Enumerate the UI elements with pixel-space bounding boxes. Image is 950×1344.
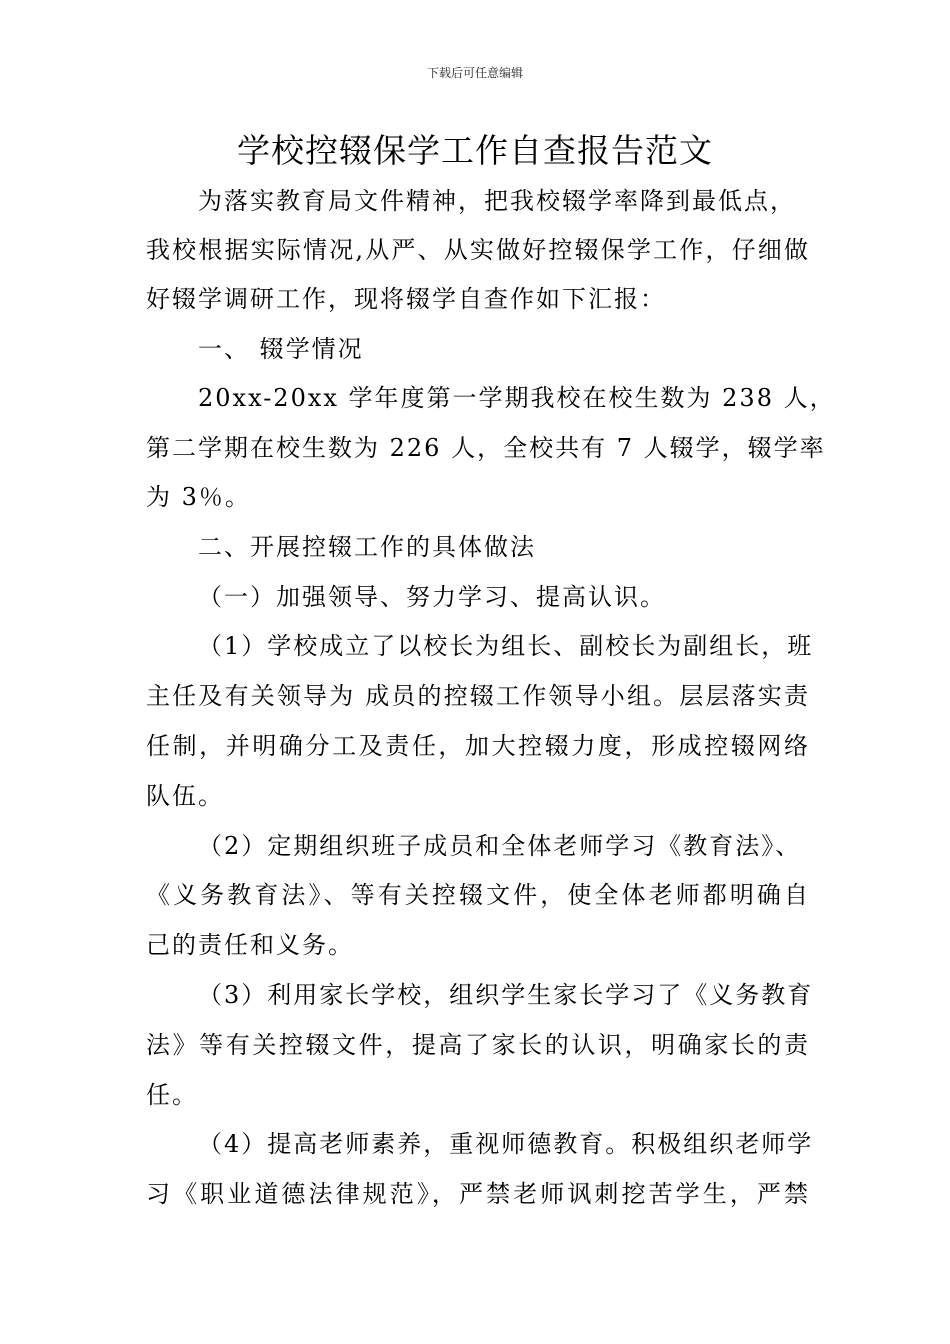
subsection-heading: （一）加强领导、努力学习、提高认识。 bbox=[198, 583, 666, 611]
body-line: 为落实教育局文件精神，把我校辍学率降到最低点， bbox=[198, 187, 796, 215]
body-line: 队伍。 bbox=[146, 782, 224, 810]
body-line: 20xx-20xx 学年度第一学期我校在校生数为 238 人， bbox=[198, 384, 836, 412]
header-note: 下载后可任意编辑 bbox=[426, 66, 523, 80]
body-line: 习《职业道德法律规范》，严禁老师讽刺挖苦学生，严禁 bbox=[146, 1180, 810, 1208]
body-line: （1）学校成立了以校长为组长、副校长为副组长，班 bbox=[198, 632, 814, 660]
body-line: 《义务教育法》、等有关控辍文件，使全体老师都明确自 bbox=[146, 881, 810, 909]
body-line: 法》等有关控辍文件，提高了家长的认识，明确家长的责 bbox=[146, 1031, 810, 1059]
document-title: 学校控辍保学工作自查报告范文 bbox=[237, 131, 713, 170]
body-line: 第二学期在校生数为 226 人，全校共有 7 人辍学，辍学率 bbox=[146, 434, 826, 462]
body-line: 主任及有关领导为 成员的控辍工作领导小组。层层落实责 bbox=[146, 682, 810, 710]
body-line: 好辍学调研工作，现将辍学自查作如下汇报： bbox=[146, 285, 666, 313]
body-line: （3）利用家长学校，组织学生家长学习了《义务教育 bbox=[198, 981, 814, 1009]
body-line: （4）提高老师素养，重视师德教育。积极组织老师学 bbox=[198, 1130, 814, 1158]
section-heading: 一、 辍学情况 bbox=[198, 335, 364, 363]
section-heading: 二、开展控辍工作的具体做法 bbox=[198, 533, 536, 561]
body-line: 为 3％。 bbox=[146, 483, 251, 511]
body-line: 任。 bbox=[146, 1081, 198, 1109]
body-line: 我校根据实际情况,从严、从实做好控辍保学工作，仔细做 bbox=[146, 236, 810, 264]
body-line: 己的责任和义务。 bbox=[146, 931, 354, 959]
body-line: （2）定期组织班子成员和全体老师学习《教育法》、 bbox=[198, 832, 802, 860]
body-line: 任制，并明确分工及责任，加大控辍力度，形成控辍网络 bbox=[146, 732, 810, 760]
